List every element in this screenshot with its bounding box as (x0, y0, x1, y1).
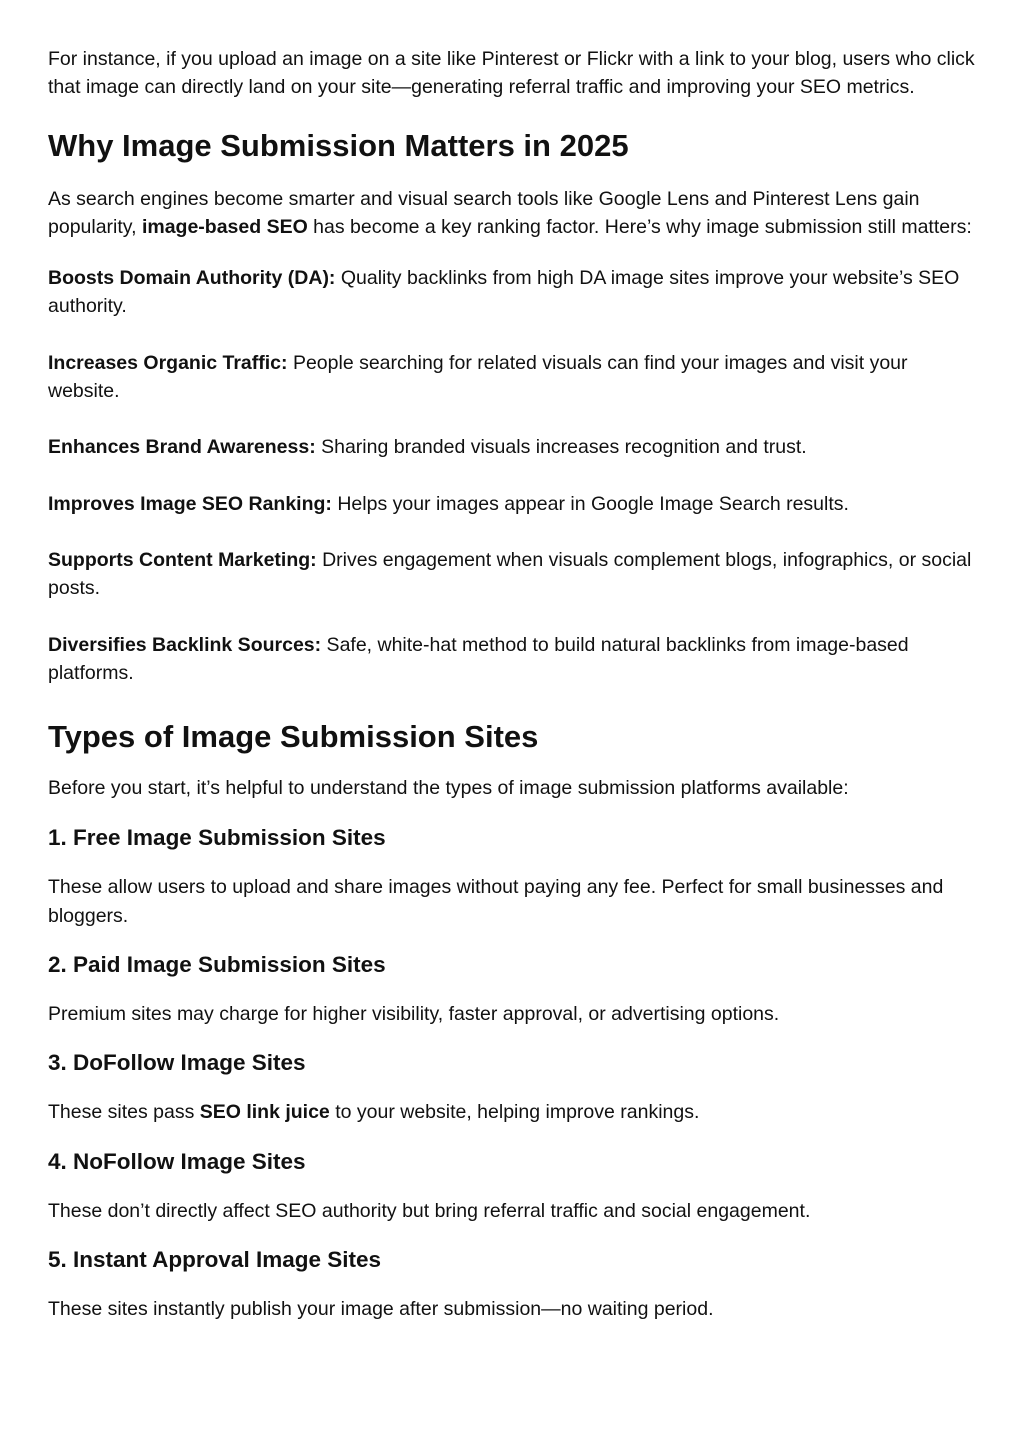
type-heading-nofollow: 4. NoFollow Image Sites (48, 1148, 306, 1174)
why-lead-text: As search engines become smarter and visual search tools like Google Lens and Pinterest Lens gain popularity, (48, 187, 920, 238)
type-desc-text: These don’t directly affect SEO authority but bring referral traffic and social engagement. (48, 1199, 811, 1222)
type-desc-bold: SEO link juice (199, 1101, 330, 1124)
why-lead-bold: image-based SEO (141, 215, 308, 238)
type-heading-instant: 5. Instant Approval Image Sites (48, 1246, 382, 1272)
type-description (48, 1295, 976, 1323)
type-description (48, 873, 976, 930)
types-lead-paragraph: Before you start, it’s helpful to understand the types of image submission platforms available: (48, 777, 849, 800)
benefit-text: Quality backlinks from high DA image sites improve your website’s SEO authority. (48, 267, 960, 318)
benefit-item (48, 433, 976, 461)
benefit-item (48, 490, 976, 518)
section-heading-types: Types of Image Submission Sites (48, 719, 539, 755)
type-heading-dofollow: 3. DoFollow Image Sites (48, 1050, 306, 1076)
type-desc-text: These allow users to upload and share images without paying any fee. Perfect for small businesses and bloggers. (48, 876, 944, 927)
why-lead-paragraph (48, 185, 976, 242)
type-heading-free: 1. Free Image Submission Sites (48, 825, 386, 851)
benefit-title: Increases Organic Traffic: (48, 351, 288, 374)
benefit-text: Helps your images appear in Google Image Search results. (331, 492, 849, 515)
type-desc-text: These sites pass (48, 1101, 200, 1124)
benefit-item (48, 349, 976, 406)
benefit-text: Sharing branded visuals increases recognition and trust. (315, 436, 807, 459)
type-desc-text: Premium sites may charge for higher visibility, faster approval, or advertising options. (48, 1003, 780, 1026)
benefit-title: Enhances Brand Awareness: (48, 436, 316, 459)
benefit-text: Safe, white-hat method to build natural backlinks from image-based platforms. (48, 633, 909, 684)
benefit-text: Drives engagement when visuals complement blogs, infographics, or social posts. (48, 548, 972, 600)
type-description (48, 1000, 976, 1028)
why-lead-text-end: has become a key ranking factor. Here’s why image submission still matters: (307, 215, 972, 238)
type-description (48, 1098, 976, 1126)
benefit-title: Supports Content Marketing: (48, 548, 317, 571)
intro-paragraph: For instance, if you upload an image on a site like Pinterest or Flickr with a link to your blog, users who click that image can directly land on your site—generating referral traffic and improving your SEO metrics. (48, 48, 975, 99)
section-heading-why: Why Image Submission Matters in 2025 (48, 127, 629, 163)
type-desc-text-end: to your website, helping improve rankings. (329, 1101, 700, 1124)
benefit-title: Improves Image SEO Ranking: (48, 492, 332, 515)
benefit-item (48, 546, 976, 603)
benefit-item (48, 631, 976, 688)
type-desc-text: These sites instantly publish your image after submission—no waiting period. (48, 1297, 714, 1320)
benefit-title: Diversifies Backlink Sources: (48, 633, 322, 656)
benefit-text: People searching for related visuals can find your images and visit your website. (48, 351, 908, 403)
type-heading-paid: 2. Paid Image Submission Sites (48, 952, 386, 978)
benefit-item (48, 264, 976, 321)
benefit-title: Boosts Domain Authority (DA): (48, 267, 336, 290)
type-description (48, 1197, 976, 1225)
